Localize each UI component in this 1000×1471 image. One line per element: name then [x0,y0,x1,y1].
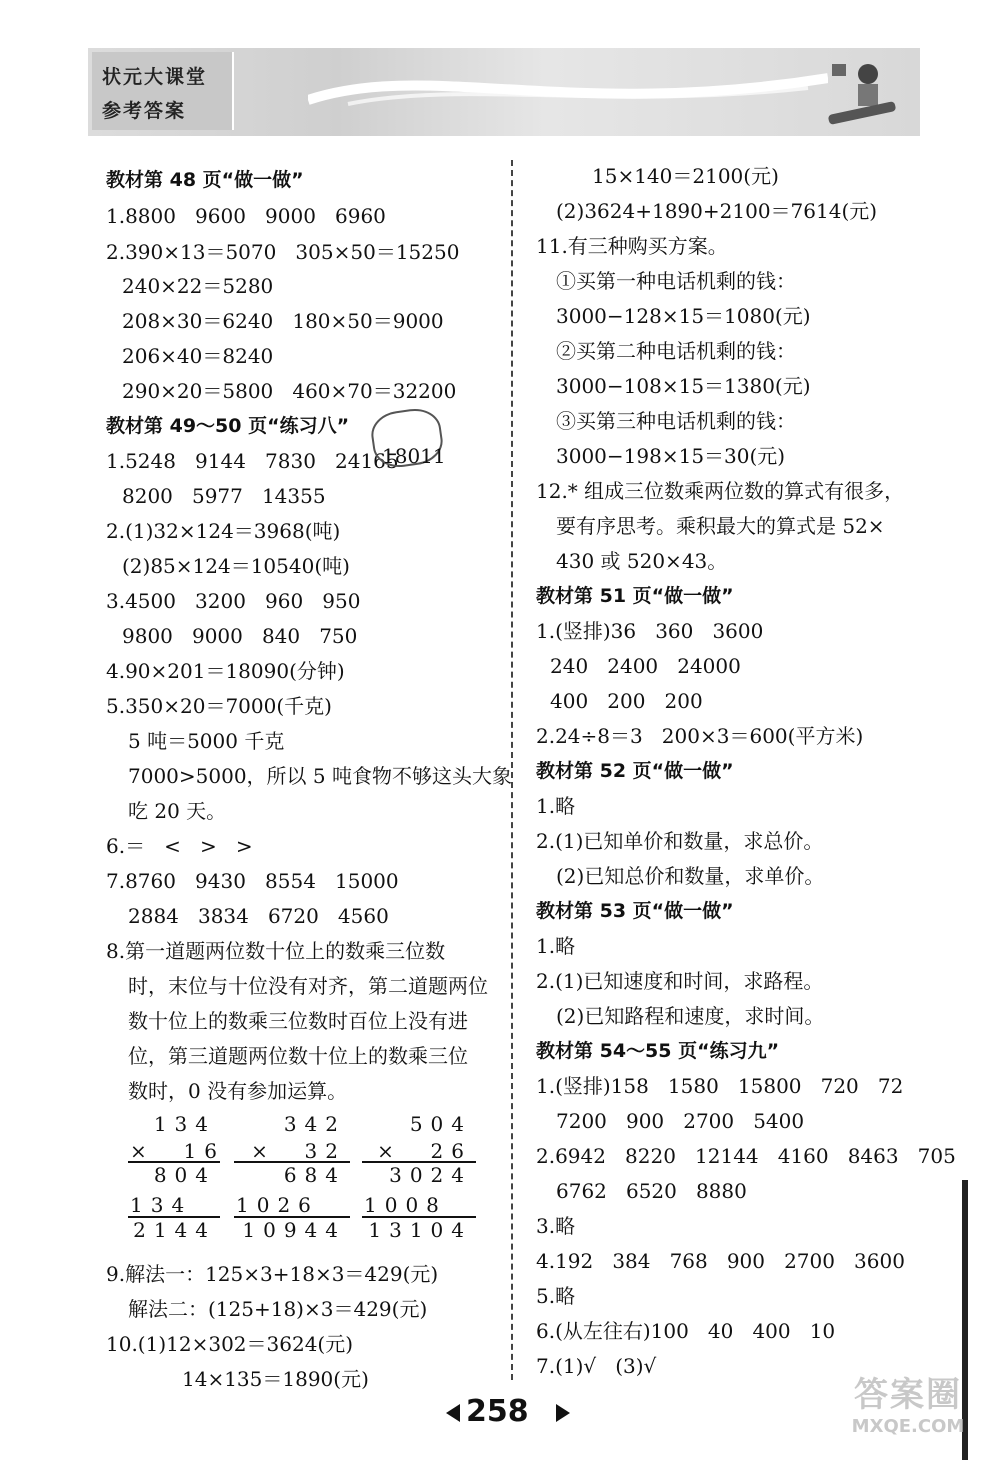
answer-line: 3.略 [536,1214,576,1238]
answer-line: 12.* 组成三位数乘两位数的算式有很多， [536,479,905,503]
section-heading: 教材第 52 页“做一做” [536,760,734,782]
vertical-calc-row: 1026 [236,1193,319,1217]
answer-line: 数时，0 没有参加运算。 [128,1079,348,1103]
answer-line: 10.(1)12×302＝3624(元) [106,1332,354,1356]
watermark-logo [838,1367,978,1457]
answer-line: ①买第一种电话机剩的钱： [556,269,796,293]
vertical-calc-rule [234,1216,350,1218]
watermark-url: MXQE.COM [851,1416,965,1437]
answer-line: 吃 20 天。 [128,799,227,823]
section-heading: 教材第 54～55 页“练习九” [536,1040,780,1062]
answer-line: 2.(1)32×124＝3968(吨) [106,519,341,543]
answer-line: 要有序思考。乘积最大的算式是 52× [556,514,885,538]
vertical-calc-row: 504 [409,1112,472,1136]
answer-line: 时，末位与十位没有对齐，第二道题两位 [128,974,488,998]
answer-line: 208×30＝6240 180×50＝9000 [122,309,444,333]
header-title: 状元大课堂 [102,66,208,88]
answer-line: 1.(竖排)36 360 3600 [536,619,764,643]
vertical-calc-rule [128,1216,220,1218]
answer-line: 6.＝ < > > [106,834,253,858]
answer-line: 1.8800 9600 9000 6960 [106,204,386,228]
answer-line: 2.(1)已知单价和数量，求总价。 [536,829,824,853]
vertical-calc-row: 134 [130,1193,193,1217]
answer-line: 206×40＝8240 [122,344,274,368]
answer-line: 1.略 [536,934,576,958]
section-heading: 教材第 51 页“做一做” [536,585,734,607]
answer-line: 14×135＝1890(元) [182,1367,369,1391]
answer-line: 3000−128×15＝1080(元) [556,304,811,328]
watermark-title: 答案圈 [854,1375,962,1415]
vertical-calc-row: × 26 [377,1139,472,1163]
answer-line: 3000−108×15＝1380(元) [556,374,811,398]
section-heading: 教材第 48 页“做一做” [106,169,304,191]
vertical-calc-rule [362,1161,476,1163]
answer-line: 3000−198×15＝30(元) [556,444,786,468]
answer-line: 数十位上的数乘三位数时百位上没有进 [128,1009,468,1033]
answer-line: (2)已知总价和数量，求单价。 [556,864,825,888]
answer-line: ②买第二种电话机剩的钱： [556,339,796,363]
vertical-calc-row: × 32 [251,1139,346,1163]
answer-line: 5.350×20＝7000(千克) [106,694,332,718]
page-number: 258 [466,1394,529,1429]
answer-line: 1.(竖排)158 1580 15800 720 72 [536,1074,904,1098]
answer-line: 1.5248 9144 7830 24165 [106,449,399,473]
answer-line: 400 200 200 [550,689,703,713]
vertical-calc-rule [234,1161,350,1163]
answer-line: 解法二：(125+18)×3＝429(元) [128,1297,428,1321]
vertical-calc-row: 1008 [364,1193,447,1217]
answer-line: 9.解法一：125×3+18×3＝429(元) [106,1262,439,1286]
answer-line: 位，第三道题两位数十位上的数乘三位 [128,1044,468,1068]
mascot-icon [822,56,902,130]
answer-line: (2)3624+1890+2100＝7614(元) [556,199,878,223]
answer-line: 9800 9000 840 750 [122,624,358,648]
answer-line: 2.390×13＝5070 305×50＝15250 [106,240,460,264]
vertical-calc-row: × 16 [130,1139,225,1163]
answer-line: 2.(1)已知速度和时间，求路程。 [536,969,824,993]
vertical-calc-row: 13104 [368,1218,472,1242]
answer-line: 4.90×201＝18090(分钟) [106,659,345,683]
answer-line: 3.4500 3200 960 950 [106,589,361,613]
answer-line: 8.第一道题两位数十位上的数乘三位数 [106,939,446,963]
answer-line: 2.6942 8220 12144 4160 8463 705 [536,1144,956,1168]
next-page-arrow-icon [556,1404,570,1422]
answer-line: 7.8760 9430 8554 15000 [106,869,399,893]
vertical-calc-row: 3024 [389,1163,472,1187]
vertical-calc-row: 10944 [242,1218,346,1242]
vertical-calc-row: 342 [283,1112,346,1136]
stamp-number: 18011 [382,444,446,468]
answer-line: 240×22＝5280 [122,274,274,298]
answer-line: 4.192 384 768 900 2700 3600 [536,1249,905,1273]
answer-line: 2884 3834 6720 4560 [128,904,389,928]
vertical-calc-row: 134 [153,1112,216,1136]
vertical-calc-row: 2144 [133,1218,216,1242]
answer-line: 11.有三种购买方案。 [536,234,728,258]
answer-line: 6762 6520 8880 [556,1179,747,1203]
prev-page-arrow-icon [446,1404,460,1422]
answer-line: 7200 900 2700 5400 [556,1109,805,1133]
vertical-calc-row: 804 [153,1163,216,1187]
header-subtitle: 参考答案 [102,100,187,122]
answer-line: 5.略 [536,1284,576,1308]
header-title-box [92,52,234,130]
vertical-calc-rule [362,1216,476,1218]
answer-line: ③买第三种电话机剩的钱： [556,409,796,433]
answer-line: 7000>5000，所以 5 吨食物不够这头大象 [128,764,512,788]
answer-line: 2.24÷8＝3 200×3＝600(平方米) [536,724,864,748]
answer-line: 240 2400 24000 [550,654,741,678]
answer-line: 7.(1)√ (3)√ [536,1354,657,1378]
answer-line: 430 或 520×43。 [556,549,728,573]
vertical-calc-rule [128,1161,220,1163]
section-heading: 教材第 53 页“做一做” [536,900,734,922]
answer-line: 8200 5977 14355 [122,484,326,508]
page-header-banner [88,48,920,136]
answer-line: (2)已知路程和速度，求时间。 [556,1004,825,1028]
answer-line: 290×20＝5800 460×70＝32200 [122,379,457,403]
answer-line: 1.略 [536,794,576,818]
answer-line: 15×140＝2100(元) [592,164,779,188]
vertical-calc-row: 684 [283,1163,346,1187]
answer-line: 6.(从左往右)100 40 400 10 [536,1319,836,1343]
answer-line: (2)85×124＝10540(吨) [122,554,350,578]
swoosh-decoration [308,70,828,110]
section-heading: 教材第 49～50 页“练习八” [106,415,350,437]
answer-line: 5 吨＝5000 千克 [128,729,285,753]
